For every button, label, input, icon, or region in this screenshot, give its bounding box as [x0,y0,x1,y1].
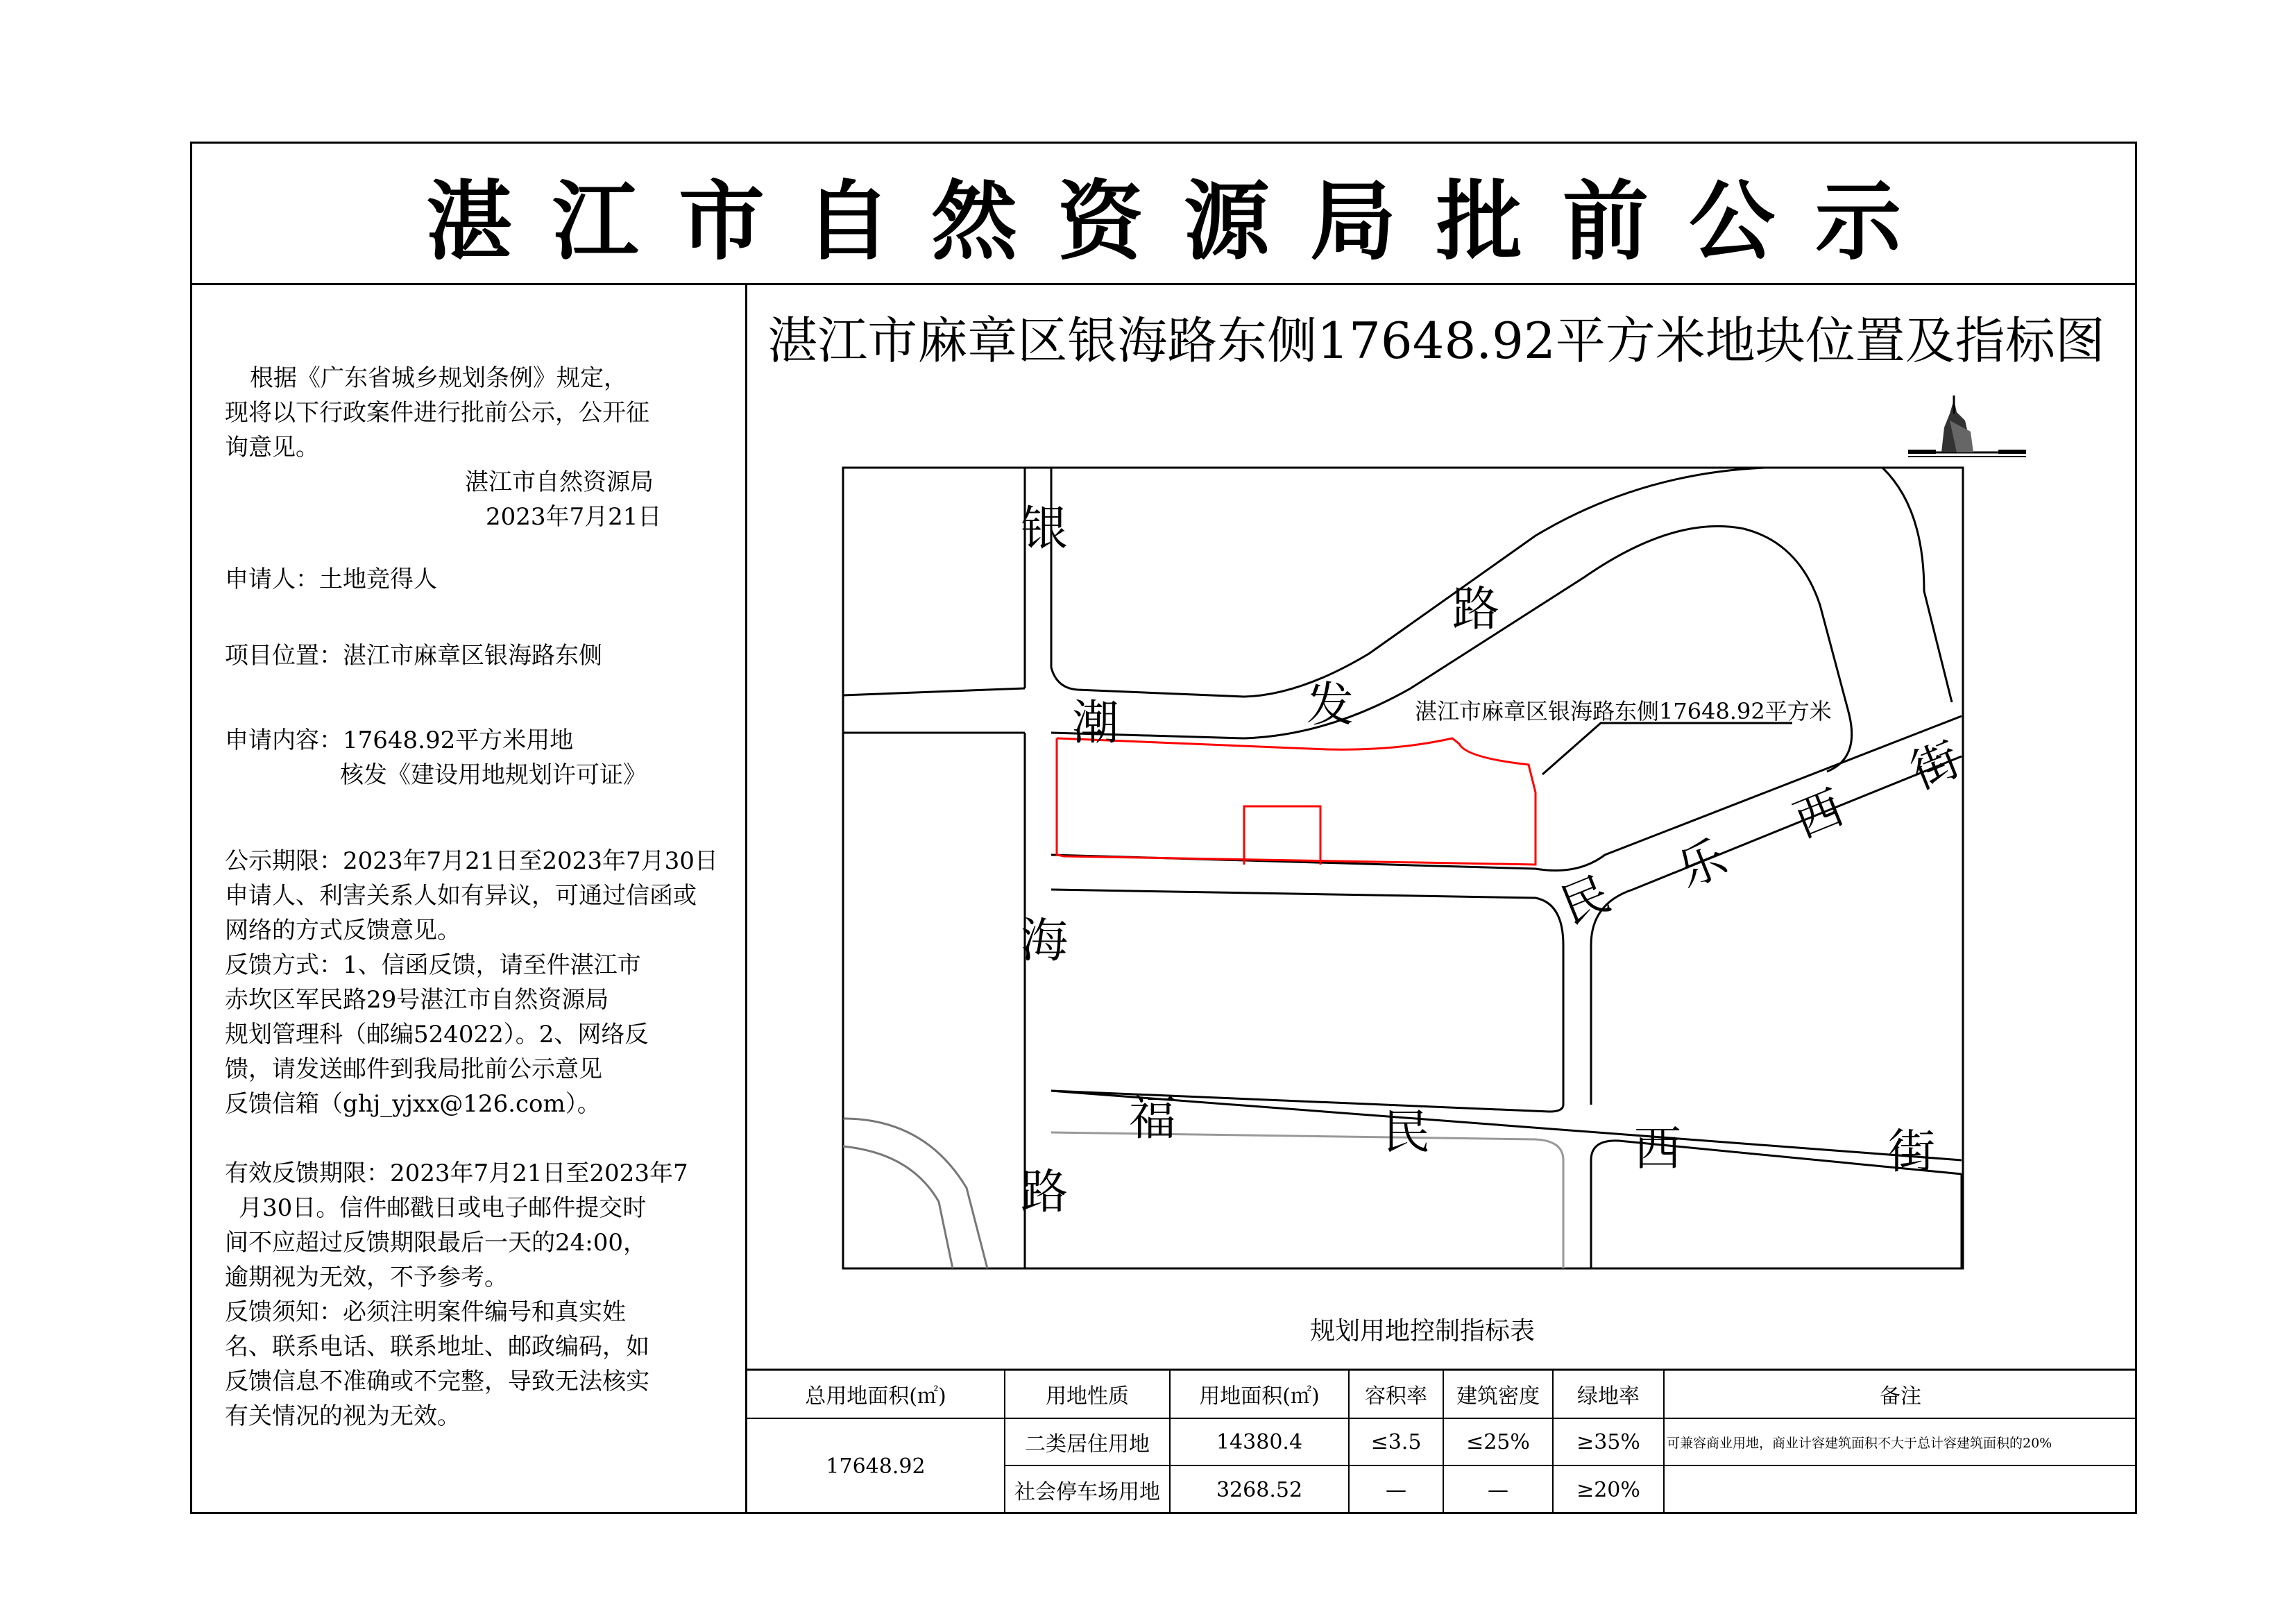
map-title: 湛江市麻章区银海路东侧17648.92平方米地块位置及指标图 [767,312,2105,370]
intro-line: 根据《广东省城乡规划条例》规定， [250,364,627,392]
table-cell: ≥20% [1576,1477,1640,1502]
minle-road-south-block [1051,890,1563,1112]
project-location: 项目位置：湛江市麻章区银海路东侧 [225,642,602,670]
notice-line: 馈，请发送邮件到我局批前公示意见 [225,1055,602,1083]
road-char: 民 [1553,866,1618,935]
intro-block [201,361,729,534]
notice-line: 申请人、利害关系人如有异议，可通过信函或 [225,882,697,910]
title-divider [190,283,2137,285]
table-cell: 14380.4 [1216,1429,1303,1454]
road-char: 街 [1903,731,1968,801]
applicant: 申请人：土地竞得人 [225,566,437,593]
table-cell: 3268.52 [1216,1477,1303,1502]
road-char: 福 [1129,1091,1177,1146]
road-char: 路 [1452,582,1500,637]
parking-parcel-outline [1244,806,1320,865]
deadline-line: 逾期视为无效，不予参考。 [225,1264,508,1291]
table-header: 绿地率 [1577,1384,1640,1409]
minor-road-a [1051,1132,1563,1268]
chaofa-road-south-edge [1051,526,1852,772]
road-char: 西 [1634,1122,1682,1177]
deadline-line: 月30日。信件邮戳日或电子邮件提交时 [239,1194,647,1222]
fumin-road-north-edge [1051,1091,1962,1160]
table-cell: 二类居住用地 [1025,1432,1150,1456]
feedback-deadline-block [201,1156,752,1434]
intro-line: 询意见。 [225,434,319,461]
issuer: 湛江市自然资源局 [465,468,654,496]
road-char: 海 [1021,914,1069,969]
deadline-line: 有效反馈期限：2023年7月21日至2023年7 [225,1159,688,1187]
notice-line: 公示期限：2023年7月21日至2023年7月30日 [225,847,718,875]
notice-line: 反馈信箱（ghj_yjxx@126.com）。 [225,1090,601,1118]
table-cell: — [1488,1477,1508,1502]
parcel-outline [1057,738,1536,865]
deadline-line: 反馈须知：必须注明案件编号和真实姓 [225,1298,626,1326]
deadline-line: 间不应超过反馈期限最后一天的24:00， [225,1229,647,1257]
table-cell: — [1386,1477,1406,1502]
road-char: 潮 [1072,696,1120,751]
notice-line: 网络的方式反馈意见。 [225,917,461,944]
notice-period-block [201,844,752,1121]
road-char: 路 [1021,1165,1069,1220]
table-cell [1664,1465,2137,1514]
label-leader-line [1542,723,1792,774]
indicator-table [747,1368,2137,1514]
content-line: 申请内容：17648.92平方米用地 [225,726,574,754]
road-char: 银 [1021,502,1069,556]
table-cell: ≤3.5 [1370,1429,1422,1454]
issue-date: 2023年7月21日 [486,503,662,531]
table-cell: 社会停车场用地 [1014,1480,1160,1504]
notice-line: 规划管理科（邮编524022）。2、网络反 [225,1021,649,1048]
table-header: 用地面积(㎡) [1199,1384,1320,1409]
table-header: 用地性质 [1046,1384,1129,1409]
table-caption: 规划用地控制指标表 [1309,1317,1535,1345]
table-cell: ≥35% [1576,1429,1640,1454]
deadline-line: 反馈信息不准确或不完整，导致无法核实 [225,1368,649,1395]
table-header: 备注 [1880,1384,1921,1409]
notice-line: 反馈方式：1、信函反馈，请至件湛江市 [225,951,641,979]
table-cell: ≤25% [1466,1429,1530,1454]
minle-road-south-edge [1591,756,1962,945]
southwest-road-a [843,1119,987,1268]
chaofa-road-west [843,688,1025,733]
road-char: 发 [1307,678,1354,733]
road-char: 乐 [1669,830,1735,899]
deadline-line: 有关情况的视为无效。 [225,1402,461,1430]
table-cell: 可兼容商业用地，商业计容建筑面积不大于总计容建筑面积的20% [1667,1435,2052,1451]
location-map [842,466,1968,1270]
content-line: 核发《建设用地规划许可证》 [340,761,647,789]
table-header: 容积率 [1365,1384,1427,1409]
notice-line: 赤坎区军民路29号湛江市自然资源局 [225,986,609,1014]
north-arrow-icon [1901,393,2033,462]
parcel-label: 湛江市麻章区银海路东侧17648.92平方米 [1415,698,1832,724]
road-char: 街 [1888,1125,1936,1180]
southwest-road-b [843,1146,953,1268]
northeast-road-edge [1882,468,1952,702]
deadline-line: 名、联系电话、联系地址、邮政编码，如 [225,1333,649,1361]
application-content [201,723,729,792]
page-title: 湛江市自然资源局批前公示 [425,172,1941,272]
total-area: 17648.92 [826,1454,926,1479]
chaofa-road-north-edge [1051,468,1764,697]
road-char: 民 [1383,1105,1431,1160]
table-header: 总用地面积(㎡) [805,1384,946,1409]
table-header: 建筑密度 [1456,1384,1540,1409]
road-char: 西 [1786,780,1851,849]
intro-line: 现将以下行政案件进行批前公示，公开征 [225,399,649,427]
